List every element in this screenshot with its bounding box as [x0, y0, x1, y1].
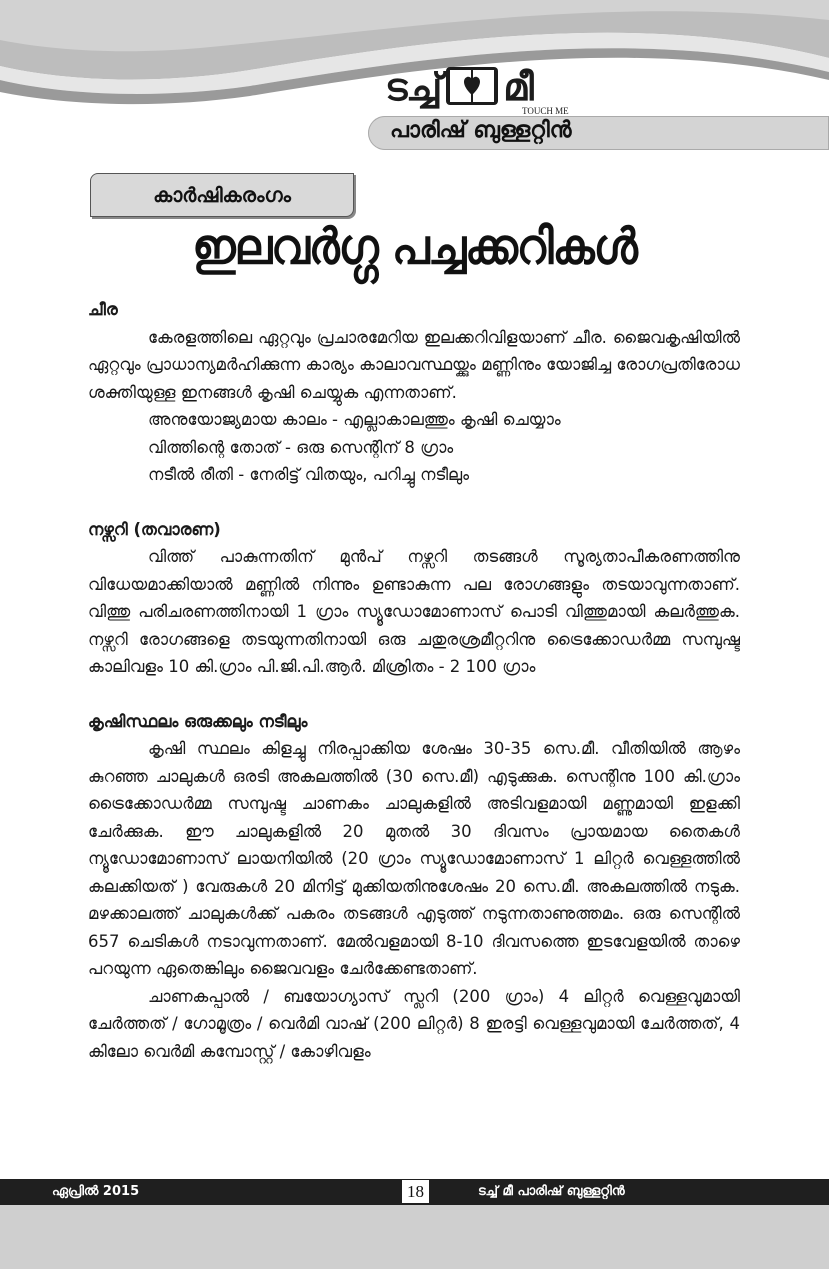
paragraph-fertilizer: ചാണകപ്പാൽ / ബയോഗ്യാസ് സ്ലറി (200 ഗ്രാം) 4 ലിറ്റർ വെള്ളവുമായി ചേർത്തത് / ഗോമൂത്രം / വെർമി വാഷ് (200 ലിറ്റർ) 8 ഇരട്ടി വെള്ളവുമായി ചേർത്തത്, 4 കിലോ വെർമി കമ്പോസ്റ്റ് / കോഴിവളം	[88, 986, 740, 1061]
footer-band	[0, 1205, 829, 1269]
paragraph-intro: കേരളത്തിലെ ഏറ്റവും പ്രചാരമേറിയ ഇലക്കറിവിളയാണ് ചീര. ജൈവകൃഷിയിൽ ഏറ്റവും പ്രാധാന്യമർഹിക്കുന്ന കാര്യം കാലാവസ്ഥയ്ക്കും മണ്ണിനും യോജിച്ച രോഗപ്രതിരോധ ശക്തിയുള്ള ഇനങ്ങൾ കൃഷി ചെയ്യുക എന്നതാണ്.	[88, 327, 740, 402]
subheading-cheera: ചീര	[88, 300, 118, 319]
subheading-nursery: നഴ്സറി (തവാരണ)	[88, 519, 221, 539]
article-body	[88, 296, 740, 1065]
article-title: ഇലവർഗ്ഗ പച്ചക്കറികൾ	[192, 218, 637, 277]
section-tab: കാർഷികരംഗം	[90, 173, 354, 217]
footer-date: ഏപ്രിൽ 2015	[52, 1184, 140, 1199]
info-line-method: നടീൽ രീതി - നേരിട്ട് വിതയും, പറിച്ചു നടീലും	[148, 465, 470, 484]
brand-logo-group	[385, 62, 534, 112]
info-line-seed-rate: വിത്തിന്റെ തോത് - ഒരു സെന്റിന് 8 ഗ്രാം	[148, 437, 454, 457]
book-heart-icon	[445, 65, 499, 109]
brand-name-right: മീ	[503, 64, 534, 109]
paragraph-field-prep: കൃഷി സ്ഥലം കിളച്ചു നിരപ്പാക്കിയ ശേഷം 30-35 സെ.മീ. വീതിയിൽ ആഴം കുറഞ്ഞ ചാലുകൾ ഒരടി അകലത്തിൽ (30 സെ.മീ) എടുക്കുക. സെന്റിനു 100 കി.ഗ്രാം ട്രൈക്കോഡർമ്മ സമ്പുഷ്ട ചാണകം ചാലുകളിൽ അടിവളമായി മണ്ണുമായി ഇളക്കി ചേർക്കുക. ഈ ചാലുകളിൽ 20 മുതൽ 30 ദിവസം പ്രായമായ തൈകൾ ന്യൂഡോമോണാസ് ലായനിയിൽ (20 ഗ്രാം സ്യൂഡോമോണാസ് 1 ലിറ്റർ വെള്ളത്തിൽ കലക്കിയത് ) വേരുകൾ 20 മിനിട്ട് മുക്കിയതിനുശേഷം 20 സെ.മീ. അകലത്തിൽ നടുക. മഴക്കാലത്ത് ചാലുകൾക്ക് പകരം തടങ്ങൾ എടുത്ത് നടുന്നതാണുത്തമം. ഒരു സെന്റിൽ 657 ചെടികൾ നടാവുന്നതാണ്. മേൽവളമായി 8-10 ദിവസത്തെ ഇടവേളയിൽ താഴെ പറയുന്ന ഏതെങ്കിലും ജൈവവളം ചേർക്കേണ്ടതാണ്.	[88, 739, 740, 978]
parish-bulletin-label: പാരിഷ് ബുള്ളറ്റിൻ	[390, 118, 572, 143]
footer-publication: ടച്ച് മീ പാരിഷ് ബുള്ളറ്റിൻ	[478, 1184, 625, 1199]
brand-name-left: ടച്ച്	[385, 64, 442, 109]
info-line-season: അനുയോജ്യമായ കാലം - എല്ലാകാലത്തും കൃഷി ചെയ്യാം	[148, 410, 561, 429]
paragraph-nursery: വിത്ത് പാകുന്നതിന് മുൻപ് നഴ്സറി തടങ്ങൾ സൂര്യതാപീകരണത്തിനു വിധേയമാക്കിയാൽ മണ്ണിൽ നിന്നും ഉണ്ടാകുന്ന പല രോഗങ്ങളും തടയാവുന്നതാണ്. വിത്തു പരിചരണത്തിനായി 1 ഗ്രാം സ്യൂഡോമോണാസ് പൊടി വിത്തുമായി കലർത്തുക. നഴ്സറി രോഗങ്ങളെ തടയുന്നതിനായി ഒരു ചതുരശ്രമീറ്ററിനു ട്രൈക്കോഡർമ്മ സമ്പുഷ്ട കാലിവളം 10 കി.ഗ്രാം പി.ജി.പി.ആർ. മിശ്രിതം - 2 100 ഗ്രാം	[88, 547, 740, 676]
subheading-field-prep: കൃഷിസ്ഥലം ഒരുക്കലും നടീലും	[88, 711, 308, 731]
logo-caption: TOUCH ME	[522, 106, 569, 116]
page-footer	[0, 1179, 829, 1205]
page-number: 18	[402, 1180, 429, 1203]
